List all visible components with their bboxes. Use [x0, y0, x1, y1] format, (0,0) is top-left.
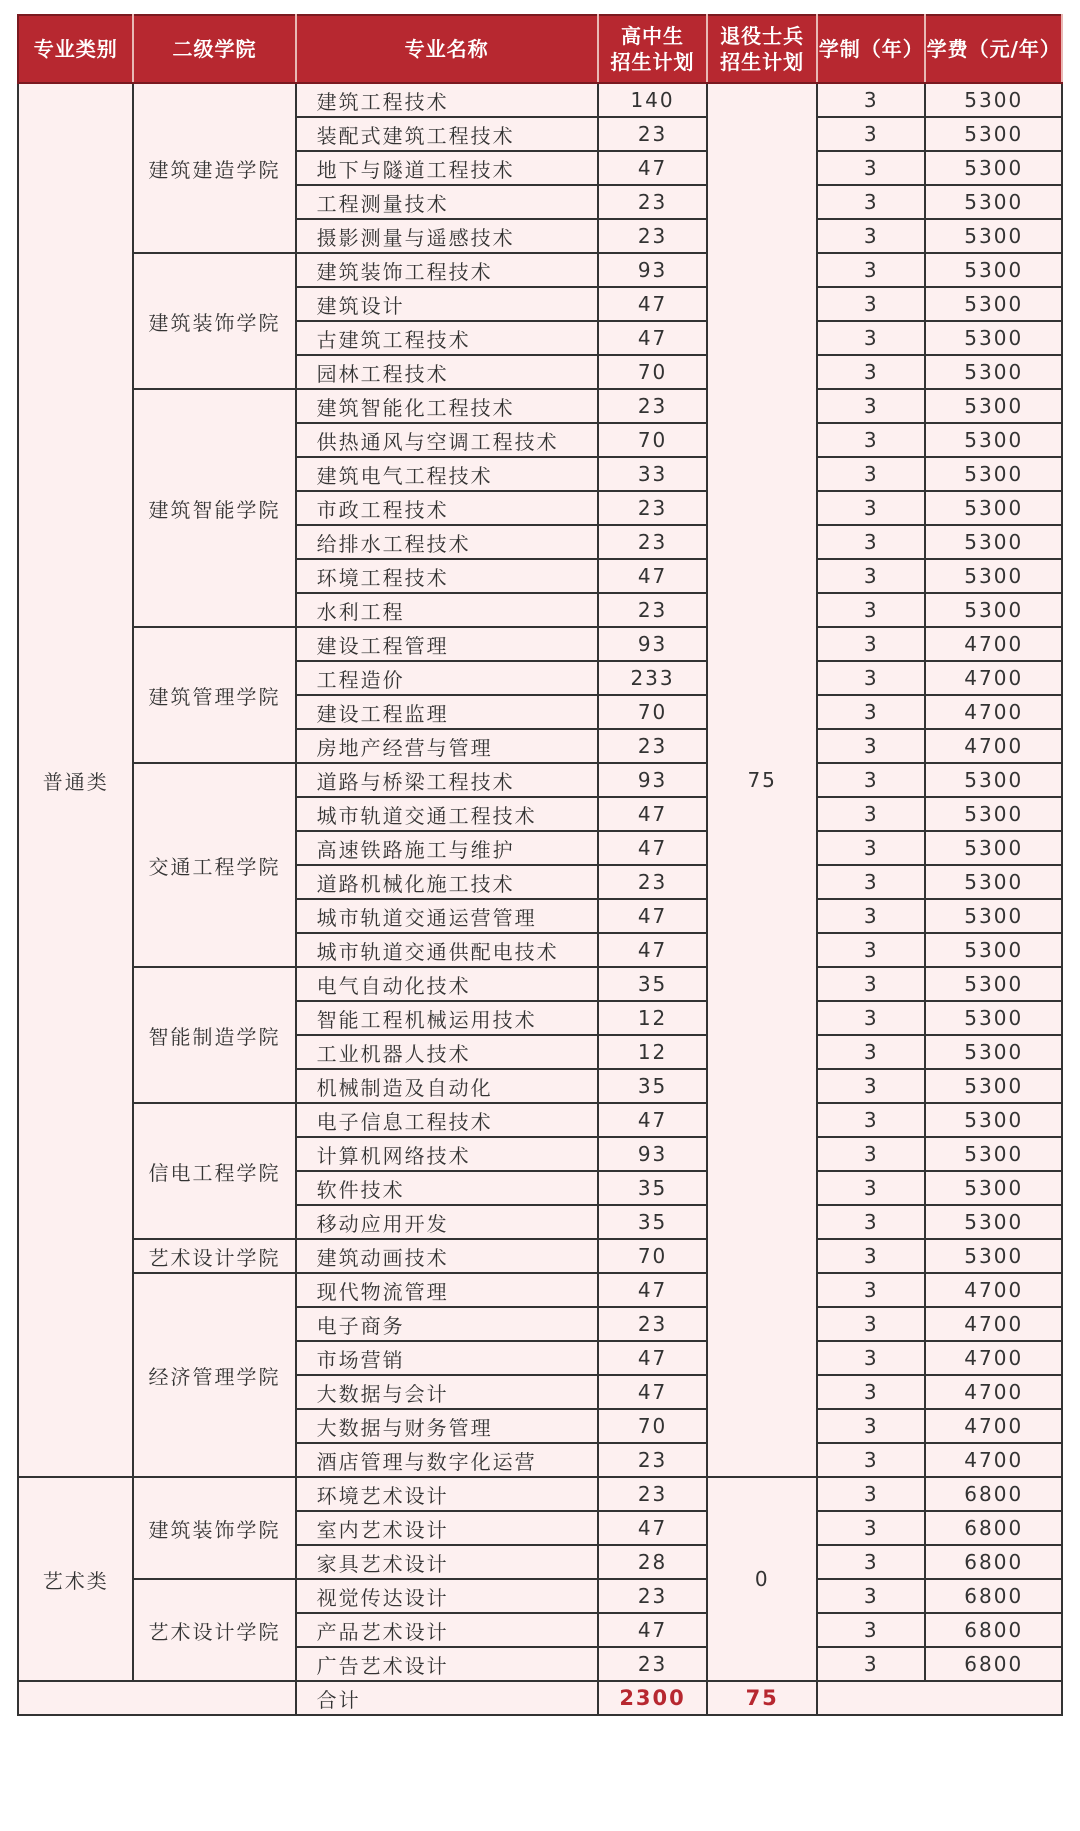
major-name-cell: 建设工程管理 [296, 627, 598, 661]
years-cell: 3 [817, 831, 925, 865]
tuition-cell: 5300 [925, 559, 1062, 593]
table-row [18, 1477, 1062, 1511]
hs-plan-cell: 47 [598, 933, 708, 967]
total-hs-plan-cell: 2300 [598, 1681, 708, 1715]
hs-plan-cell: 23 [598, 593, 708, 627]
years-cell: 3 [817, 559, 925, 593]
years-cell: 3 [817, 83, 925, 117]
major-name-cell: 大数据与会计 [296, 1375, 598, 1409]
years-cell: 3 [817, 423, 925, 457]
major-name-cell: 给排水工程技术 [296, 525, 598, 559]
tuition-cell: 5300 [925, 1035, 1062, 1069]
major-name-cell: 城市轨道交通供配电技术 [296, 933, 598, 967]
major-name-cell: 工程造价 [296, 661, 598, 695]
hs-plan-cell: 47 [598, 831, 708, 865]
table-row [18, 967, 1062, 1001]
hs-plan-cell: 23 [598, 117, 708, 151]
years-cell: 3 [817, 1545, 925, 1579]
major-name-cell: 计算机网络技术 [296, 1137, 598, 1171]
tuition-cell: 4700 [925, 1273, 1062, 1307]
major-name-cell: 工程测量技术 [296, 185, 598, 219]
major-name-cell: 大数据与财务管理 [296, 1409, 598, 1443]
years-cell: 3 [817, 253, 925, 287]
hs-plan-cell: 70 [598, 423, 708, 457]
tuition-cell: 6800 [925, 1613, 1062, 1647]
years-cell: 3 [817, 1307, 925, 1341]
total-row [18, 1681, 1062, 1715]
tuition-cell: 5300 [925, 321, 1062, 355]
header-veteran-plan: 退役士兵 招生计划 [707, 15, 817, 83]
years-cell: 3 [817, 389, 925, 423]
major-name-cell: 现代物流管理 [296, 1273, 598, 1307]
header-years: 学制（年） [817, 15, 925, 83]
hs-plan-cell: 23 [598, 185, 708, 219]
hs-plan-cell: 33 [598, 457, 708, 491]
hs-plan-cell: 23 [598, 525, 708, 559]
years-cell: 3 [817, 1409, 925, 1443]
hs-plan-cell: 12 [598, 1035, 708, 1069]
years-cell: 3 [817, 1647, 925, 1681]
tuition-cell: 5300 [925, 865, 1062, 899]
tuition-cell: 5300 [925, 423, 1062, 457]
tuition-cell: 5300 [925, 1171, 1062, 1205]
category-cell: 普通类 [18, 83, 133, 1477]
tuition-cell: 5300 [925, 389, 1062, 423]
hs-plan-cell: 233 [598, 661, 708, 695]
years-cell: 3 [817, 1205, 925, 1239]
hs-plan-cell: 23 [598, 1443, 708, 1477]
major-name-cell: 环境工程技术 [296, 559, 598, 593]
hs-plan-cell: 23 [598, 1477, 708, 1511]
tuition-cell: 5300 [925, 1205, 1062, 1239]
header-college: 二级学院 [133, 15, 295, 83]
major-name-cell: 软件技术 [296, 1171, 598, 1205]
major-name-cell: 道路与桥梁工程技术 [296, 763, 598, 797]
years-cell: 3 [817, 1035, 925, 1069]
major-name-cell: 高速铁路施工与维护 [296, 831, 598, 865]
major-name-cell: 古建筑工程技术 [296, 321, 598, 355]
hs-plan-cell: 70 [598, 695, 708, 729]
tuition-cell: 4700 [925, 1375, 1062, 1409]
total-veteran-plan-cell: 75 [707, 1681, 817, 1715]
tuition-cell: 6800 [925, 1477, 1062, 1511]
tuition-cell: 5300 [925, 151, 1062, 185]
college-cell: 建筑建造学院 [133, 83, 295, 253]
major-name-cell: 智能工程机械运用技术 [296, 1001, 598, 1035]
table-row [18, 1273, 1062, 1307]
years-cell: 3 [817, 1069, 925, 1103]
hs-plan-cell: 47 [598, 1375, 708, 1409]
years-cell: 3 [817, 1375, 925, 1409]
table-row [18, 1103, 1062, 1137]
major-name-cell: 建筑设计 [296, 287, 598, 321]
years-cell: 3 [817, 321, 925, 355]
total-blank-cell [817, 1681, 1062, 1715]
major-name-cell: 视觉传达设计 [296, 1579, 598, 1613]
major-name-cell: 酒店管理与数字化运营 [296, 1443, 598, 1477]
hs-plan-cell: 47 [598, 287, 708, 321]
hs-plan-cell: 47 [598, 1613, 708, 1647]
major-name-cell: 建设工程监理 [296, 695, 598, 729]
tuition-cell: 4700 [925, 627, 1062, 661]
years-cell: 3 [817, 763, 925, 797]
major-name-cell: 地下与隧道工程技术 [296, 151, 598, 185]
years-cell: 3 [817, 287, 925, 321]
hs-plan-cell: 35 [598, 1205, 708, 1239]
major-name-cell: 建筑工程技术 [296, 83, 598, 117]
tuition-cell: 5300 [925, 1103, 1062, 1137]
college-cell: 信电工程学院 [133, 1103, 295, 1239]
college-cell: 建筑智能学院 [133, 389, 295, 627]
tuition-cell: 5300 [925, 899, 1062, 933]
major-name-cell: 电子商务 [296, 1307, 598, 1341]
major-name-cell: 建筑装饰工程技术 [296, 253, 598, 287]
major-name-cell: 摄影测量与遥感技术 [296, 219, 598, 253]
major-name-cell: 工业机器人技术 [296, 1035, 598, 1069]
veteran-plan-cell: 0 [707, 1477, 817, 1681]
years-cell: 3 [817, 729, 925, 763]
major-name-cell: 市政工程技术 [296, 491, 598, 525]
hs-plan-cell: 35 [598, 1171, 708, 1205]
table-row [18, 1579, 1062, 1613]
major-name-cell: 道路机械化施工技术 [296, 865, 598, 899]
category-cell: 艺术类 [18, 1477, 133, 1681]
header-category: 专业类别 [18, 15, 133, 83]
enrollment-plan-table [17, 14, 1063, 1716]
college-cell: 交通工程学院 [133, 763, 295, 967]
tuition-cell: 5300 [925, 355, 1062, 389]
major-name-cell: 电气自动化技术 [296, 967, 598, 1001]
tuition-cell: 5300 [925, 219, 1062, 253]
hs-plan-cell: 47 [598, 1103, 708, 1137]
tuition-cell: 4700 [925, 1307, 1062, 1341]
years-cell: 3 [817, 797, 925, 831]
hs-plan-cell: 70 [598, 355, 708, 389]
tuition-cell: 4700 [925, 729, 1062, 763]
tuition-cell: 4700 [925, 1443, 1062, 1477]
years-cell: 3 [817, 967, 925, 1001]
years-cell: 3 [817, 1511, 925, 1545]
hs-plan-cell: 35 [598, 1069, 708, 1103]
tuition-cell: 5300 [925, 1069, 1062, 1103]
header-major: 专业名称 [296, 15, 598, 83]
hs-plan-cell: 47 [598, 1273, 708, 1307]
years-cell: 3 [817, 661, 925, 695]
years-cell: 3 [817, 117, 925, 151]
years-cell: 3 [817, 219, 925, 253]
years-cell: 3 [817, 1341, 925, 1375]
years-cell: 3 [817, 899, 925, 933]
years-cell: 3 [817, 593, 925, 627]
years-cell: 3 [817, 355, 925, 389]
major-name-cell: 移动应用开发 [296, 1205, 598, 1239]
hs-plan-cell: 23 [598, 1307, 708, 1341]
hs-plan-cell: 23 [598, 729, 708, 763]
tuition-cell: 5300 [925, 117, 1062, 151]
hs-plan-cell: 140 [598, 83, 708, 117]
hs-plan-cell: 23 [598, 1579, 708, 1613]
major-name-cell: 市场营销 [296, 1341, 598, 1375]
hs-plan-cell: 23 [598, 865, 708, 899]
hs-plan-cell: 12 [598, 1001, 708, 1035]
major-name-cell: 水利工程 [296, 593, 598, 627]
header-hs-plan: 高中生 招生计划 [598, 15, 708, 83]
years-cell: 3 [817, 1239, 925, 1273]
table-row [18, 1239, 1062, 1273]
tuition-cell: 5300 [925, 967, 1062, 1001]
tuition-cell: 4700 [925, 1409, 1062, 1443]
tuition-cell: 5300 [925, 831, 1062, 865]
years-cell: 3 [817, 185, 925, 219]
major-name-cell: 环境艺术设计 [296, 1477, 598, 1511]
years-cell: 3 [817, 1273, 925, 1307]
years-cell: 3 [817, 627, 925, 661]
tuition-cell: 5300 [925, 525, 1062, 559]
table-row [18, 763, 1062, 797]
major-name-cell: 室内艺术设计 [296, 1511, 598, 1545]
major-name-cell: 城市轨道交通运营管理 [296, 899, 598, 933]
years-cell: 3 [817, 1477, 925, 1511]
tuition-cell: 5300 [925, 253, 1062, 287]
tuition-cell: 6800 [925, 1579, 1062, 1613]
hs-plan-cell: 28 [598, 1545, 708, 1579]
tuition-cell: 5300 [925, 491, 1062, 525]
tuition-cell: 4700 [925, 661, 1062, 695]
tuition-cell: 5300 [925, 933, 1062, 967]
hs-plan-cell: 47 [598, 1511, 708, 1545]
tuition-cell: 4700 [925, 1341, 1062, 1375]
tuition-cell: 4700 [925, 695, 1062, 729]
years-cell: 3 [817, 151, 925, 185]
years-cell: 3 [817, 695, 925, 729]
tuition-cell: 5300 [925, 1001, 1062, 1035]
enrollment-plan-table-container [17, 14, 1063, 1716]
years-cell: 3 [817, 865, 925, 899]
major-name-cell: 装配式建筑工程技术 [296, 117, 598, 151]
years-cell: 3 [817, 1613, 925, 1647]
major-name-cell: 家具艺术设计 [296, 1545, 598, 1579]
tuition-cell: 5300 [925, 457, 1062, 491]
table-row [18, 627, 1062, 661]
major-name-cell: 房地产经营与管理 [296, 729, 598, 763]
college-cell: 建筑装饰学院 [133, 253, 295, 389]
table-row [18, 253, 1062, 287]
total-label-cell: 合计 [296, 1681, 598, 1715]
major-name-cell: 产品艺术设计 [296, 1613, 598, 1647]
header-tuition: 学费（元/年） [925, 15, 1062, 83]
tuition-cell: 6800 [925, 1545, 1062, 1579]
years-cell: 3 [817, 525, 925, 559]
table-body [18, 83, 1062, 1715]
table-row [18, 83, 1062, 117]
tuition-cell: 5300 [925, 593, 1062, 627]
hs-plan-cell: 23 [598, 1647, 708, 1681]
tuition-cell: 5300 [925, 763, 1062, 797]
college-cell: 经济管理学院 [133, 1273, 295, 1477]
years-cell: 3 [817, 1171, 925, 1205]
hs-plan-cell: 93 [598, 627, 708, 661]
tuition-cell: 5300 [925, 287, 1062, 321]
table-header-row [18, 15, 1062, 83]
major-name-cell: 建筑智能化工程技术 [296, 389, 598, 423]
college-cell: 艺术设计学院 [133, 1579, 295, 1681]
years-cell: 3 [817, 933, 925, 967]
years-cell: 3 [817, 1137, 925, 1171]
major-name-cell: 供热通风与空调工程技术 [296, 423, 598, 457]
hs-plan-cell: 47 [598, 559, 708, 593]
hs-plan-cell: 23 [598, 219, 708, 253]
major-name-cell: 机械制造及自动化 [296, 1069, 598, 1103]
tuition-cell: 5300 [925, 1239, 1062, 1273]
hs-plan-cell: 70 [598, 1409, 708, 1443]
years-cell: 3 [817, 1443, 925, 1477]
hs-plan-cell: 47 [598, 321, 708, 355]
major-name-cell: 建筑电气工程技术 [296, 457, 598, 491]
tuition-cell: 6800 [925, 1511, 1062, 1545]
hs-plan-cell: 93 [598, 1137, 708, 1171]
hs-plan-cell: 47 [598, 1341, 708, 1375]
hs-plan-cell: 47 [598, 899, 708, 933]
total-blank-cell [18, 1681, 296, 1715]
years-cell: 3 [817, 1103, 925, 1137]
college-cell: 艺术设计学院 [133, 1239, 295, 1273]
hs-plan-cell: 35 [598, 967, 708, 1001]
years-cell: 3 [817, 1001, 925, 1035]
tuition-cell: 5300 [925, 797, 1062, 831]
hs-plan-cell: 23 [598, 491, 708, 525]
tuition-cell: 5300 [925, 1137, 1062, 1171]
tuition-cell: 5300 [925, 185, 1062, 219]
tuition-cell: 5300 [925, 83, 1062, 117]
major-name-cell: 建筑动画技术 [296, 1239, 598, 1273]
hs-plan-cell: 23 [598, 389, 708, 423]
years-cell: 3 [817, 457, 925, 491]
years-cell: 3 [817, 491, 925, 525]
college-cell: 建筑管理学院 [133, 627, 295, 763]
hs-plan-cell: 93 [598, 763, 708, 797]
college-cell: 智能制造学院 [133, 967, 295, 1103]
years-cell: 3 [817, 1579, 925, 1613]
major-name-cell: 广告艺术设计 [296, 1647, 598, 1681]
hs-plan-cell: 70 [598, 1239, 708, 1273]
major-name-cell: 电子信息工程技术 [296, 1103, 598, 1137]
college-cell: 建筑装饰学院 [133, 1477, 295, 1579]
table-row [18, 389, 1062, 423]
veteran-plan-cell: 75 [707, 83, 817, 1477]
major-name-cell: 园林工程技术 [296, 355, 598, 389]
hs-plan-cell: 47 [598, 151, 708, 185]
hs-plan-cell: 93 [598, 253, 708, 287]
tuition-cell: 6800 [925, 1647, 1062, 1681]
major-name-cell: 城市轨道交通工程技术 [296, 797, 598, 831]
hs-plan-cell: 47 [598, 797, 708, 831]
